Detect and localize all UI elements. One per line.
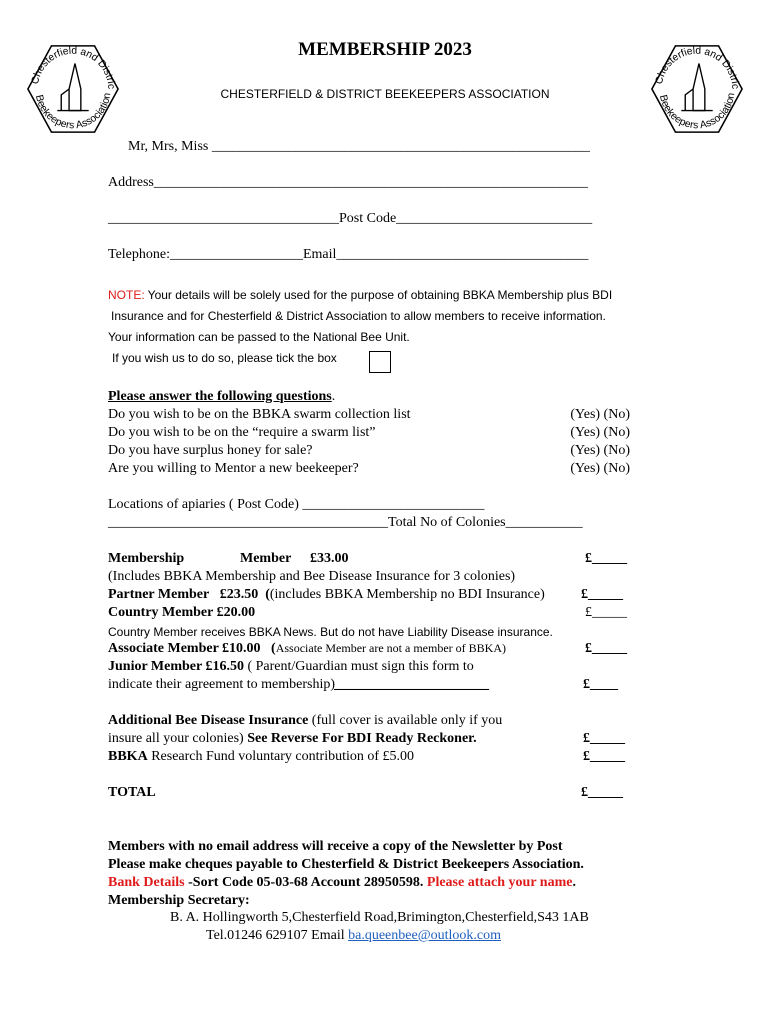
country-amount-field[interactable]: £_____ (585, 605, 627, 620)
research-fund-row: BBKA Research Fund voluntary contribution of £5.00 (108, 749, 415, 764)
telephone-email-field[interactable]: Telephone:___________________Email____________________________________ (108, 247, 589, 262)
country-member-note: Country Member receives BBKA News. But do not have Liability Disease insurance. (108, 625, 553, 639)
answer-require-swarm[interactable]: (Yes) (No) (570, 425, 630, 440)
research-fund-amount-field[interactable]: £_____ (583, 749, 625, 764)
logo-bottom-text: Beekeepers Association (32, 92, 114, 132)
question-mentor: Are you willing to Mentor a new beekeeper? (108, 461, 359, 476)
member-amount-field[interactable]: £_____ (585, 551, 627, 566)
association-name: CHESTERFIELD & DISTRICT BEEKEEPERS ASSOCIATION (220, 87, 550, 101)
secretary-address: B. A. Hollingworth 5,Chesterfield Road,Brimington,Chesterfield,S43 1AB (170, 910, 589, 925)
additional-insurance-amount-field[interactable]: £_____ (583, 731, 625, 746)
name-field[interactable]: Mr, Mrs, Miss ______________________________________________________ (128, 139, 590, 154)
answer-swarm-collection[interactable]: (Yes) (No) (570, 407, 630, 422)
partner-member-row: Partner Member £23.50 ((includes BBKA Membership no BDI Insurance) (108, 587, 545, 602)
member-note: (Includes BBKA Membership and Bee Disease Insurance for 3 colonies) (108, 569, 516, 584)
logo-top-text: Chesterfield and Distric (30, 45, 117, 90)
colonies-total-field[interactable]: ________________________________________Total No of Colonies___________ (108, 515, 583, 530)
country-member-label: Country Member £20.00 (108, 605, 256, 620)
note-prefix: NOTE: (108, 288, 145, 302)
secretary-email-link[interactable]: ba.queenbee@outlook.com (348, 928, 501, 943)
cheque-instructions: Please make cheques payable to Chesterfield & District Beekeepers Association. (108, 857, 584, 872)
associate-member-row: Associate Member £10.00 (Associate Member are not a member of BBKA) (108, 641, 506, 656)
question-surplus-honey: Do you have surplus honey for sale? (108, 443, 313, 458)
nbu-consent-checkbox[interactable] (369, 351, 391, 373)
junior-consent-line: indicate their agreement to membership)______________________ (108, 677, 490, 692)
total-label: TOTAL (108, 785, 156, 800)
privacy-note-line1: NOTE: Your details will be solely used for the purpose of obtaining BBKA Membership plus BDI (108, 288, 613, 302)
secretary-contact: Tel.01246 629107 Email ba.queenbee@outlook.com (206, 928, 501, 943)
logo-bottom-text: Beekeepers Association (656, 92, 738, 132)
apiary-locations-field[interactable]: Locations of apiaries ( Post Code) __________________________ (108, 497, 485, 512)
privacy-note-line3: Your information can be passed to the National Bee Unit. (108, 330, 410, 344)
newsletter-note: Members with no email address will receive a copy of the Newsletter by Post (108, 839, 563, 854)
question-require-swarm: Do you wish to be on the “require a swarm list” (108, 425, 376, 440)
postcode-field[interactable]: _________________________________Post Code____________________________ (108, 211, 593, 226)
privacy-note-line4: If you wish us to do so, please tick the box (112, 351, 337, 365)
associate-amount-field[interactable]: £_____ (585, 641, 627, 656)
bank-details: Bank Details -Sort Code 05-03-68 Account 28950598. Please attach your name. (108, 875, 576, 890)
logo-top-text: Chesterfield and Distric (654, 45, 741, 90)
additional-insurance-row: Additional Bee Disease Insurance (full cover is available only if you (108, 713, 503, 728)
answer-mentor[interactable]: (Yes) (No) (570, 461, 630, 476)
address-field[interactable]: Address______________________________________________________________ (108, 175, 588, 190)
membership-label: Membership (108, 551, 185, 566)
member-price: £33.00 (310, 551, 349, 566)
form-title: MEMBERSHIP 2023 (298, 39, 472, 60)
junior-member-row: Junior Member £16.50 ( Parent/Guardian must sign this form to (108, 659, 474, 674)
member-type: Member (240, 551, 292, 566)
secretary-label: Membership Secretary: (108, 893, 250, 908)
answer-surplus-honey[interactable]: (Yes) (No) (570, 443, 630, 458)
total-amount-field[interactable]: £_____ (581, 785, 623, 800)
partner-amount-field[interactable]: £_____ (581, 587, 623, 602)
additional-insurance-row2: insure all your colonies) See Reverse For BDI Ready Reckoner. (108, 731, 477, 746)
privacy-note-line2: Insurance and for Chesterfield & District Association to allow members to receive information. (111, 309, 606, 323)
junior-amount-field[interactable]: £____ (583, 677, 618, 692)
questions-heading: Please answer the following questions. (108, 389, 336, 404)
question-swarm-collection: Do you wish to be on the BBKA swarm collection list (108, 407, 411, 422)
